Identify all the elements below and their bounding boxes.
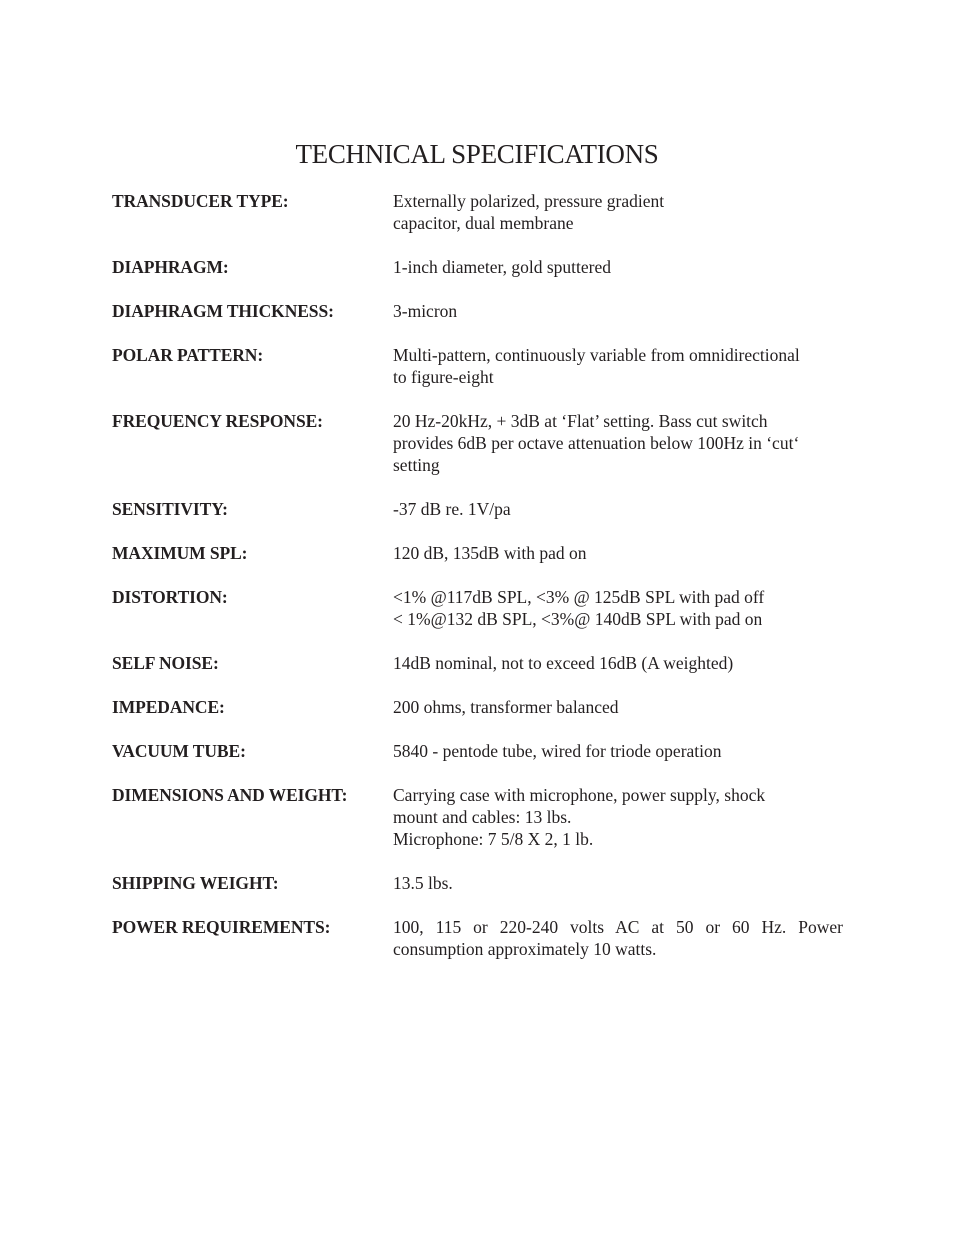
spec-value: [393, 256, 843, 278]
spec-value-line: <1% @117dB SPL, <3% @ 125dB SPL with pad off: [393, 587, 765, 607]
spec-label: TRANSDUCER TYPE:: [112, 191, 289, 211]
spec-value-line: 5840 - pentode tube, wired for triode operation: [393, 741, 722, 761]
spec-value: [393, 344, 843, 388]
spec-row-dimensions-and-weight: [112, 784, 843, 850]
spec-value-line: 3-micron: [393, 301, 458, 321]
spec-value-line: Carrying case with microphone, power supply, shock: [393, 785, 766, 805]
spec-value-line: 120 dB, 135dB with pad on: [393, 543, 587, 563]
spec-row-power-requirements: [112, 916, 843, 960]
spec-value: [393, 498, 843, 520]
spec-row-maximum-spl: [112, 542, 843, 564]
spec-list: [112, 190, 843, 982]
spec-row-frequency-response: [112, 410, 843, 476]
spec-value-line: -37 dB re. 1V/pa: [393, 499, 511, 519]
page-title: TECHNICAL SPECIFICATIONS: [295, 139, 659, 169]
spec-label: DIAPHRAGM:: [112, 257, 229, 277]
spec-value: [393, 784, 843, 850]
spec-row-diaphragm: [112, 256, 843, 278]
spec-value: [393, 586, 843, 630]
spec-row-impedance: [112, 696, 843, 718]
spec-row-polar-pattern: [112, 344, 843, 388]
spec-value: [393, 740, 843, 762]
spec-label: POWER REQUIREMENTS:: [112, 917, 331, 937]
spec-label: SENSITIVITY:: [112, 499, 228, 519]
spec-value-line: to figure-eight: [393, 367, 494, 387]
spec-value: [393, 872, 843, 894]
spec-value-line: 20 Hz-20kHz, + 3dB at ‘Flat’ setting. Bass cut switch: [393, 411, 768, 431]
spec-value: [393, 652, 843, 674]
spec-row-vacuum-tube: [112, 740, 843, 762]
spec-value: [393, 300, 843, 322]
spec-value-line: setting: [393, 455, 440, 475]
spec-label: SHIPPING WEIGHT:: [112, 873, 279, 893]
spec-value-line: 14dB nominal, not to exceed 16dB (A weighted): [393, 653, 734, 673]
spec-row-transducer-type: [112, 190, 843, 234]
spec-value: [393, 916, 843, 960]
spec-label: DIAPHRAGM THICKNESS:: [112, 301, 334, 321]
spec-value-line: mount and cables: 13 lbs.: [393, 807, 572, 827]
spec-value-line: capacitor, dual membrane: [393, 213, 574, 233]
spec-value: [393, 542, 843, 564]
spec-value-line: provides 6dB per octave attenuation below 100Hz in ‘cut‘: [393, 433, 800, 453]
spec-value-line: 100, 115 or 220-240 volts AC at 50 or 60 Hz. Power consumption approximately 10 watts.: [393, 917, 843, 959]
spec-label: SELF NOISE:: [112, 653, 219, 673]
spec-value-line: Microphone: 7 5/8 X 2, 1 lb.: [393, 829, 594, 849]
spec-label: IMPEDANCE:: [112, 697, 225, 717]
spec-row-sensitivity: [112, 498, 843, 520]
spec-value-line: 200 ohms, transformer balanced: [393, 697, 619, 717]
spec-value-line: 13.5 lbs.: [393, 873, 453, 893]
spec-value: [393, 696, 843, 718]
spec-value-line: Externally polarized, pressure gradient: [393, 191, 665, 211]
spec-row-shipping-weight: [112, 872, 843, 894]
spec-label: MAXIMUM SPL:: [112, 543, 248, 563]
spec-label: POLAR PATTERN:: [112, 345, 264, 365]
spec-label: FREQUENCY RESPONSE:: [112, 411, 323, 431]
spec-value-line: < 1%@132 dB SPL, <3%@ 140dB SPL with pad on: [393, 609, 763, 629]
spec-value-line: Multi-pattern, continuously variable from omnidirectional: [393, 345, 800, 365]
spec-label: DIMENSIONS AND WEIGHT:: [112, 785, 348, 805]
spec-label: DISTORTION:: [112, 587, 228, 607]
spec-value: [393, 190, 843, 234]
spec-value: [393, 410, 843, 476]
spec-row-distortion: [112, 586, 843, 630]
spec-row-diaphragm-thickness: [112, 300, 843, 322]
spec-label: VACUUM TUBE:: [112, 741, 246, 761]
spec-row-self-noise: [112, 652, 843, 674]
spec-value-line: 1-inch diameter, gold sputtered: [393, 257, 611, 277]
